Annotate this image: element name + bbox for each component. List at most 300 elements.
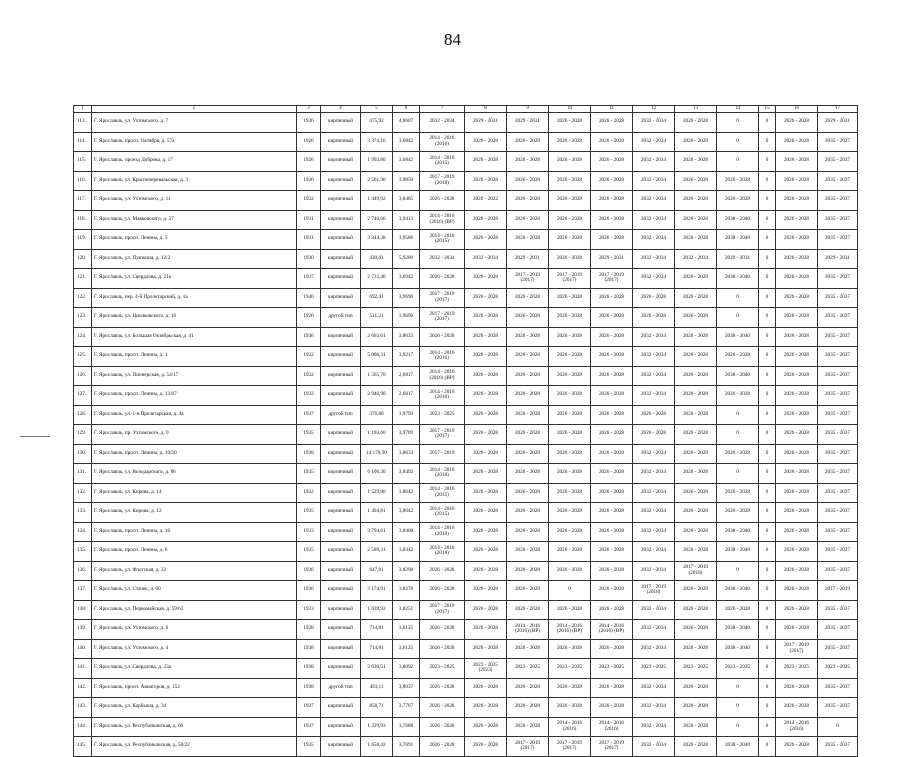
column-header: 10 — [549, 106, 591, 113]
table-cell: 2032 - 2034 — [633, 210, 675, 230]
table-cell: 2026 - 2028 — [549, 230, 591, 250]
table-cell: 1 449,92 — [361, 191, 393, 211]
table-cell: 121. — [74, 269, 92, 289]
table-cell: 2014 - 2016 (2015) — [420, 230, 465, 250]
table-cell: 2014 - 2016 (2015) — [420, 152, 465, 172]
table-cell: 2026 - 2028 — [420, 698, 465, 718]
table-cell: другой тип — [321, 308, 361, 328]
table-cell: Г. Ярославль, пр. Ухтомского, д. 9 — [92, 425, 297, 445]
table-cell: 2026 - 2028 — [507, 464, 549, 484]
table-cell: 2 946,90 — [361, 386, 393, 406]
table-cell: 2026 - 2028 — [549, 444, 591, 464]
table-cell: 2035 - 2037 — [818, 600, 858, 620]
table-cell: 0 — [759, 464, 776, 484]
table-cell: 2026 - 2028 — [776, 347, 818, 367]
table-row — [74, 288, 858, 308]
table-cell: 2026 - 2028 — [591, 366, 633, 386]
table-cell: 2014 - 2016 (2016) — [776, 717, 818, 737]
table-cell: 2026 - 2028 — [507, 152, 549, 172]
table-cell: кирпичный — [321, 425, 361, 445]
column-header: 12 — [633, 106, 675, 113]
table-cell: 2023 - 2025 — [776, 659, 818, 679]
table-cell: 2026 - 2028 — [633, 288, 675, 308]
table-cell: 2032 - 2034 — [633, 464, 675, 484]
table-row — [74, 386, 858, 406]
table-cell: 2026 - 2028 — [549, 327, 591, 347]
column-header: 14 — [717, 106, 759, 113]
table-cell: 2032 - 2034 — [633, 269, 675, 289]
table-cell: 2026 - 2028 — [633, 308, 675, 328]
column-header: 3 — [297, 106, 321, 113]
table-cell: 0 — [717, 113, 759, 133]
table-row — [74, 483, 858, 503]
table-cell: 2032 - 2034 — [633, 230, 675, 250]
table-cell: 2026 - 2028 — [507, 327, 549, 347]
table-cell: кирпичный — [321, 581, 361, 601]
table-cell: Г. Ярославль, просп. Ленина, д. 6 — [92, 542, 297, 562]
table-cell: 0 — [717, 717, 759, 737]
table-cell: 2026 - 2028 — [675, 327, 717, 347]
table-cell: 2026 - 2028 — [776, 483, 818, 503]
table-cell: 2,6817 — [393, 366, 420, 386]
table-row — [74, 659, 858, 679]
table-cell: 2035 - 2037 — [818, 191, 858, 211]
table-row — [74, 366, 858, 386]
table-cell: 2026 - 2028 — [465, 483, 507, 503]
table-cell: 1926 — [297, 152, 321, 172]
table-cell: 2017 - 2019 (2018) — [675, 561, 717, 581]
table-cell: 2035 - 2037 — [818, 386, 858, 406]
table-cell: 3,6842 — [393, 132, 420, 152]
table-cell: 2026 - 2028 — [465, 503, 507, 523]
table-cell: 2035 - 2037 — [818, 444, 858, 464]
table-cell: 376,80 — [361, 405, 393, 425]
table-cell: 1930 — [297, 249, 321, 269]
table-cell: 2023 - 2025 — [818, 659, 858, 679]
table-cell: кирпичный — [321, 444, 361, 464]
table-cell: 2026 - 2028 — [549, 191, 591, 211]
table-cell: Г. Ярославль, ул. Большая Октябрьская, д. 41 — [92, 327, 297, 347]
table-cell: 2026 - 2028 — [776, 191, 818, 211]
table-cell: Г. Ярославль, ул. 1-я Пролетарская, д. 4а — [92, 405, 297, 425]
table-cell: 5 006,31 — [361, 347, 393, 367]
table-cell: кирпичный — [321, 366, 361, 386]
table-cell: 511,21 — [361, 308, 393, 328]
table-cell: 1937 — [297, 698, 321, 718]
table-cell: 2026 - 2028 — [675, 191, 717, 211]
table-cell: 2026 - 2028 — [420, 717, 465, 737]
table-cell: 2026 - 2028 — [465, 347, 507, 367]
table-cell: 2035 - 2037 — [818, 503, 858, 523]
table-cell: 0 — [717, 678, 759, 698]
table-cell: 132. — [74, 483, 92, 503]
table-cell: 2026 - 2028 — [507, 405, 549, 425]
table-cell: 2026 - 2028 — [465, 171, 507, 191]
table-cell: 2023 - 2025 — [507, 659, 549, 679]
table-cell: 3,8485 — [393, 191, 420, 211]
table-row — [74, 561, 858, 581]
table-cell: 1938 — [297, 444, 321, 464]
table-cell: Г. Ярославль, ул. Циолковского, д. 16 — [92, 308, 297, 328]
table-cell: 2026 - 2028 — [675, 600, 717, 620]
table-cell: 2026 - 2028 — [420, 678, 465, 698]
table-cell: 2026 - 2028 — [507, 347, 549, 367]
table-cell: 2026 - 2028 — [420, 639, 465, 659]
table-cell: 2032 - 2034 — [633, 698, 675, 718]
table-cell: 2032 - 2034 — [633, 366, 675, 386]
table-cell: Г. Ярославль, ул. Ухтомского, д. 4 — [92, 639, 297, 659]
table-cell: 2026 - 2028 — [776, 405, 818, 425]
table-cell: 2035 - 2037 — [818, 210, 858, 230]
table-row — [74, 152, 858, 172]
table-cell: 2023 - 2025 — [717, 659, 759, 679]
table-cell: 0 — [759, 230, 776, 250]
table-cell: 714,81 — [361, 620, 393, 640]
table-cell: 2026 - 2028 — [717, 600, 759, 620]
table-cell: 2026 - 2028 — [675, 639, 717, 659]
table-cell: 3,8642 — [393, 503, 420, 523]
table-cell: 120. — [74, 249, 92, 269]
table-cell: 0 — [759, 386, 776, 406]
table-cell: 131. — [74, 464, 92, 484]
column-header: 5 — [361, 106, 393, 113]
table-cell: 0 — [759, 659, 776, 679]
table-cell: 2026 - 2028 — [507, 561, 549, 581]
table-row — [74, 600, 858, 620]
table-cell: 0 — [717, 308, 759, 328]
table-cell: 2026 - 2028 — [549, 464, 591, 484]
table-cell: 3,6842 — [393, 152, 420, 172]
table-cell: 2026 - 2028 — [465, 308, 507, 328]
table-cell: 113. — [74, 113, 92, 133]
table-cell: Г. Ярославль, ул. Карбыша, д. 34 — [92, 698, 297, 718]
table-cell: 0 — [759, 581, 776, 601]
table-cell: 2017 - 2019 (2017) — [507, 737, 549, 757]
table-cell: 1937 — [297, 405, 321, 425]
table-row — [74, 210, 858, 230]
table-cell: 2026 - 2028 — [717, 386, 759, 406]
table-cell: 2026 - 2028 — [675, 405, 717, 425]
table-cell: 119. — [74, 230, 92, 250]
table-cell: 2026 - 2028 — [591, 405, 633, 425]
table-cell: 134. — [74, 522, 92, 542]
table-cell: 0 — [759, 327, 776, 347]
table-cell: 2026 - 2028 — [465, 561, 507, 581]
table-cell: 2026 - 2028 — [507, 171, 549, 191]
table-cell: 0 — [759, 503, 776, 523]
table-cell: 2035 - 2037 — [818, 483, 858, 503]
table-cell: 2026 - 2028 — [420, 581, 465, 601]
table-cell: 2026 - 2028 — [549, 210, 591, 230]
table-body — [74, 106, 858, 757]
table-cell: 2026 - 2028 — [776, 308, 818, 328]
table-cell: 2026 - 2028 — [591, 522, 633, 542]
table-cell: Г. Ярославль, ул. Кирова, д. 14 — [92, 483, 297, 503]
table-cell: 1 494,81 — [361, 503, 393, 523]
table-cell: кирпичный — [321, 639, 361, 659]
table-cell: кирпичный — [321, 698, 361, 718]
column-header: 4 — [321, 106, 361, 113]
table-cell: 0 — [759, 737, 776, 757]
table-cell: 1938 — [297, 639, 321, 659]
table-cell: 2026 - 2028 — [675, 347, 717, 367]
table-cell: 145. — [74, 737, 92, 757]
table-cell: 0 — [759, 113, 776, 133]
table-cell: 0 — [717, 464, 759, 484]
table-cell: 2026 - 2028 — [591, 230, 633, 250]
table-cell: 2,6817 — [393, 386, 420, 406]
table-cell: 2026 - 2028 — [465, 152, 507, 172]
table-cell: 2017 - 2019 (2017) — [549, 269, 591, 289]
table-cell: 2032 - 2034 — [633, 191, 675, 211]
table-row — [74, 639, 858, 659]
table-cell: кирпичный — [321, 600, 361, 620]
table-cell: 0 — [759, 620, 776, 640]
table-cell: 0 — [759, 191, 776, 211]
table-cell: 2023 - 2025 — [420, 405, 465, 425]
table-cell: 1938 — [297, 678, 321, 698]
table-cell: 2014 - 2016 (2016) — [420, 386, 465, 406]
table-cell: 0 — [759, 288, 776, 308]
table-cell: Г. Ярославль, просп. Ленина, д. 16 — [92, 522, 297, 542]
table-cell: 122. — [74, 288, 92, 308]
table-cell: 2032 - 2034 — [420, 113, 465, 133]
table-cell: 2026 - 2028 — [549, 483, 591, 503]
table-cell: 2035 - 2037 — [818, 327, 858, 347]
table-cell: 0 — [549, 581, 591, 601]
table-cell: 2026 - 2028 — [675, 288, 717, 308]
table-cell: 3,8278 — [393, 581, 420, 601]
table-cell: 3,8298 — [393, 561, 420, 581]
table-cell: 2 663,61 — [361, 327, 393, 347]
table-cell: 2026 - 2028 — [776, 522, 818, 542]
table-cell: 141. — [74, 659, 92, 679]
table-row — [74, 132, 858, 152]
table-cell: 0 — [717, 561, 759, 581]
table-cell: 1935 — [297, 503, 321, 523]
table-cell: 2029 - 2031 — [507, 249, 549, 269]
table-cell: 3,9793 — [393, 405, 420, 425]
table-cell: 714,81 — [361, 639, 393, 659]
table-cell: 2014 - 2016 (2016) (ВР) — [420, 210, 465, 230]
table-cell: 2026 - 2028 — [675, 210, 717, 230]
table-cell: 2026 - 2028 — [465, 132, 507, 152]
table-row — [74, 405, 858, 425]
table-cell: Г. Ярославль, ул. Ухтомского, д. 6 — [92, 620, 297, 640]
table-cell: 2032 - 2034 — [633, 386, 675, 406]
column-header: 2 — [92, 106, 297, 113]
table-cell: 2014 - 2016 (2016) — [420, 132, 465, 152]
table-cell: 2026 - 2028 — [591, 191, 633, 211]
table-cell: 3,8408 — [393, 522, 420, 542]
table-cell: 0 — [759, 405, 776, 425]
table-cell: 2026 - 2028 — [633, 405, 675, 425]
table-cell: 2026 - 2028 — [776, 132, 818, 152]
table-cell: 2026 - 2028 — [507, 444, 549, 464]
table-cell: 0 — [759, 132, 776, 152]
table-cell: 2026 - 2028 — [776, 171, 818, 191]
table-cell: 2026 - 2028 — [465, 464, 507, 484]
column-header: 6 — [393, 106, 420, 113]
table-cell: 144. — [74, 717, 92, 737]
table-cell: 2026 - 2028 — [776, 269, 818, 289]
table-cell: 2026 - 2028 — [591, 561, 633, 581]
table-cell: 2017 - 2019 — [420, 444, 465, 464]
table-cell: Г. Ярославль, ул. Первомайская, д. 59/63 — [92, 600, 297, 620]
table-cell: 2014 - 2016 (2016) — [420, 522, 465, 542]
table-cell: 2026 - 2028 — [507, 366, 549, 386]
table-cell: 1935 — [297, 425, 321, 445]
table-cell: 2026 - 2028 — [591, 503, 633, 523]
table-cell: 2023 - 2025 — [675, 659, 717, 679]
table-cell: 2035 - 2037 — [818, 542, 858, 562]
table-cell: 2032 - 2034 — [633, 132, 675, 152]
table-cell: 137. — [74, 581, 92, 601]
table-cell: 2026 - 2028 — [465, 600, 507, 620]
table-cell: 2017 - 2019 (2017) — [776, 639, 818, 659]
table-cell: 2032 - 2034 — [633, 503, 675, 523]
table-cell: 2 722,40 — [361, 269, 393, 289]
table-cell: Г. Ярославль, ул. Свердлова, д. 21а — [92, 269, 297, 289]
table-cell: 142. — [74, 678, 92, 698]
table-cell: 2026 - 2028 — [507, 639, 549, 659]
table-cell: кирпичный — [321, 737, 361, 757]
table-cell: кирпичный — [321, 288, 361, 308]
table-row — [74, 269, 858, 289]
page-number: 84 — [444, 30, 461, 49]
table-cell: 2035 - 2037 — [818, 639, 858, 659]
table-cell: 1937 — [297, 717, 321, 737]
table-cell: 0 — [818, 717, 858, 737]
table-cell: 2035 - 2037 — [818, 620, 858, 640]
table-cell: 430,61 — [361, 249, 393, 269]
table-cell: 128. — [74, 405, 92, 425]
table-cell: 2035 - 2037 — [818, 152, 858, 172]
table-cell: 2023 - 2025 (2023) — [465, 659, 507, 679]
table-cell: кирпичный — [321, 620, 361, 640]
table-cell: 2026 - 2028 — [507, 698, 549, 718]
table-cell: Г. Ярославль, ул. Кирова, д. 12 — [92, 503, 297, 523]
table-cell: 124. — [74, 327, 92, 347]
table-row — [74, 191, 858, 211]
column-header: 15 — [759, 106, 776, 113]
table-cell: 2026 - 2028 — [507, 483, 549, 503]
table-cell: 2032 - 2034 — [633, 678, 675, 698]
table-cell: 2026 - 2028 — [675, 542, 717, 562]
table-cell: 2026 - 2028 — [465, 581, 507, 601]
table-cell: 2026 - 2028 — [465, 737, 507, 757]
table-cell: 2026 - 2028 — [549, 639, 591, 659]
table-cell: 2026 - 2028 — [675, 113, 717, 133]
table-cell: 2026 - 2028 — [465, 717, 507, 737]
table-cell: 3 374,16 — [361, 132, 393, 152]
table-cell: 2026 - 2028 — [776, 425, 818, 445]
column-header: 7 — [420, 106, 465, 113]
table-cell: 0 — [759, 483, 776, 503]
table-cell: 2038 - 2040 — [717, 230, 759, 250]
table-cell: 2026 - 2028 — [420, 620, 465, 640]
table-cell: 2032 - 2034 — [633, 444, 675, 464]
table-cell: 2038 - 2040 — [717, 269, 759, 289]
table-cell: Г. Ярославль, просп. Ленина, д. 10/20 — [92, 444, 297, 464]
table-cell: 475,92 — [361, 113, 393, 133]
table-cell: 0 — [759, 308, 776, 328]
table-cell: 2014 - 2016 (2016) (ВР) — [507, 620, 549, 640]
table-cell: 2026 - 2028 — [591, 152, 633, 172]
table-cell: 2026 - 2028 — [465, 230, 507, 250]
table-cell: 1932 — [297, 483, 321, 503]
table-row — [74, 678, 858, 698]
table-cell: 1936 — [297, 581, 321, 601]
table-cell: 2026 - 2028 — [633, 425, 675, 445]
table-cell: 2026 - 2028 — [776, 113, 818, 133]
table-cell: 2026 - 2028 — [507, 386, 549, 406]
table-cell: 2026 - 2028 — [717, 191, 759, 211]
table-cell: 2035 - 2037 — [818, 132, 858, 152]
column-header: 1 — [74, 106, 92, 113]
table-cell: другой тип — [321, 405, 361, 425]
table-cell: 2032 - 2034 — [633, 152, 675, 172]
table-cell: 493,11 — [361, 678, 393, 698]
table-cell: 2032 - 2034 — [633, 522, 675, 542]
table-cell: 2026 - 2028 — [675, 152, 717, 172]
table-cell: 3,8342 — [393, 542, 420, 562]
table-cell: 2017 - 2019 (2017) — [507, 269, 549, 289]
margin-mark — [20, 436, 50, 437]
table-cell: 647,81 — [361, 561, 393, 581]
table-cell: 2026 - 2028 — [465, 522, 507, 542]
table-row — [74, 347, 858, 367]
table-cell: 2014 - 2016 (2016) (ВР) — [591, 620, 633, 640]
table-cell: кирпичный — [321, 113, 361, 133]
table-cell: 2026 - 2028 — [591, 698, 633, 718]
table-cell: 3,7691 — [393, 737, 420, 757]
table-cell: Г. Ярославль, просп. Октября, д. 57а — [92, 132, 297, 152]
table-cell: 2026 - 2028 — [675, 698, 717, 718]
table-cell: 2026 - 2028 — [675, 717, 717, 737]
column-header: 9 — [507, 106, 549, 113]
table-cell: 2032 - 2034 — [633, 113, 675, 133]
table-cell: другой тип — [321, 678, 361, 698]
table-cell: 2026 - 2028 — [420, 269, 465, 289]
table-cell: 1936 — [297, 171, 321, 191]
table-cell: 3,9586 — [393, 230, 420, 250]
table-cell: 2032 - 2034 — [633, 347, 675, 367]
table-cell: 118. — [74, 210, 92, 230]
table-cell: 1 565,70 — [361, 366, 393, 386]
table-row — [74, 249, 858, 269]
table-row — [74, 503, 858, 523]
table-cell: 2032 - 2034 — [633, 639, 675, 659]
table-cell: 2026 - 2028 — [465, 210, 507, 230]
table-cell: 2026 - 2028 — [549, 347, 591, 367]
table-cell: 2026 - 2028 — [675, 464, 717, 484]
table-cell: 1932 — [297, 366, 321, 386]
table-cell: 139. — [74, 620, 92, 640]
table-cell: 0 — [717, 698, 759, 718]
table-cell: 0 — [759, 678, 776, 698]
table-cell: 2017 - 2019 (2017) — [420, 425, 465, 445]
table-cell: 2026 - 2028 — [675, 483, 717, 503]
table-cell: 2026 - 2028 — [776, 600, 818, 620]
table-cell: кирпичный — [321, 659, 361, 679]
table-cell: 2026 - 2028 — [549, 288, 591, 308]
table-cell: 140. — [74, 639, 92, 659]
table-cell: 6 106,30 — [361, 464, 393, 484]
table-cell: 2026 - 2028 — [507, 542, 549, 562]
table-cell: 0 — [759, 425, 776, 445]
table-cell: 2035 - 2037 — [818, 522, 858, 542]
